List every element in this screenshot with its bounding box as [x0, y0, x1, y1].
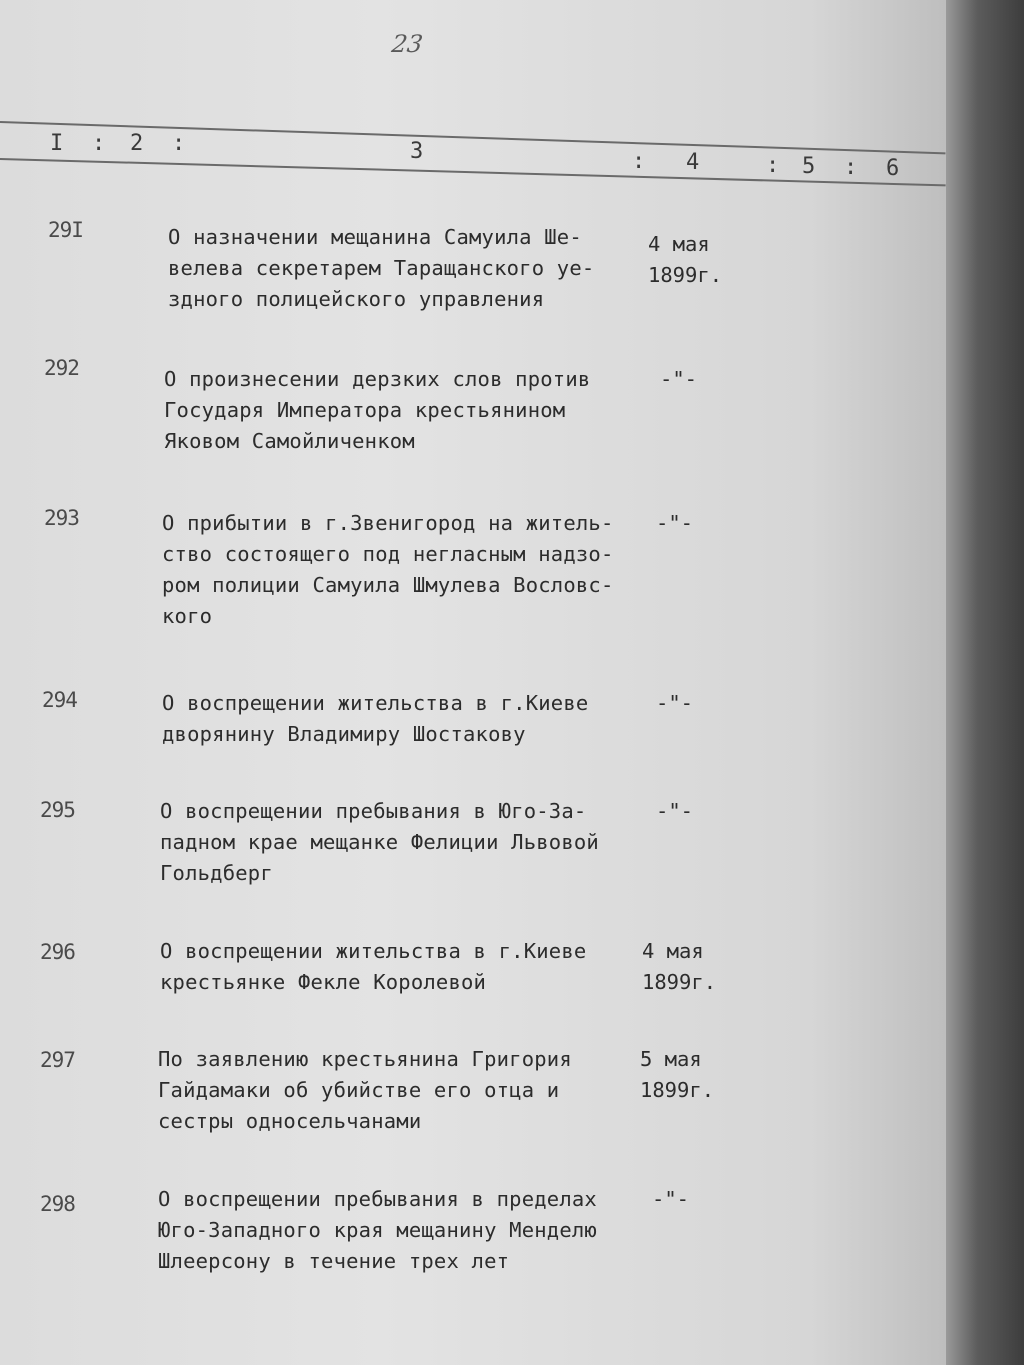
- column-header-5: 5: [802, 154, 816, 179]
- entry-description: О воспрещении жительства в г.Киеве крестьянке Фекле Королевой: [160, 939, 587, 994]
- entry-date: 4 мая 1899г.: [642, 939, 717, 994]
- entry-description: О воспрещении пребывания в Юго-За- падном крае мещанке Фелиции Львовой Гольдберг: [160, 799, 599, 885]
- column-separator: :: [844, 155, 858, 180]
- entry-number: 294: [42, 688, 77, 712]
- entry-number: 296: [40, 940, 75, 964]
- entry-date: 5 мая 1899г.: [640, 1047, 715, 1102]
- entry-date: -"-: [652, 1187, 690, 1211]
- column-separator: :: [92, 131, 106, 156]
- column-separator: :: [172, 131, 186, 156]
- entry-description: О произнесении дерзких слов против Государя Императора крестьянином Яковом Самойличенком: [164, 367, 591, 453]
- entry-description: О воспрещении пребывания в пределах Юго-Западного края мещанину Менделю Шлеерсону в течение трех лет: [158, 1187, 597, 1273]
- column-header-2: 2: [130, 131, 144, 156]
- entry-date: -"-: [660, 367, 698, 391]
- column-separator: :: [632, 149, 646, 174]
- column-header-6: 6: [886, 156, 900, 181]
- entry-number: 297: [40, 1048, 75, 1072]
- column-header-3: 3: [410, 139, 424, 164]
- column-header-1: I: [50, 131, 64, 156]
- entry-number: 298: [40, 1192, 75, 1216]
- binder-edge: [946, 0, 1024, 1365]
- entry-date: 4 мая 1899г.: [648, 232, 723, 287]
- entry-date: -"-: [656, 799, 694, 823]
- entry-description: О воспрещении жительства в г.Киеве дворянину Владимиру Шостакову: [162, 691, 589, 746]
- entry-description: О назначении мещанина Самуила Ше- велева секретарем Таращанского уе- здного полицейского управления: [168, 225, 595, 311]
- entry-number: 295: [40, 798, 75, 822]
- entry-number: 293: [44, 506, 79, 530]
- column-header-4: 4: [686, 150, 700, 175]
- entry-number: 29I: [48, 218, 83, 242]
- entry-date: -"-: [656, 511, 694, 535]
- page-number: 23: [390, 30, 425, 58]
- entry-date: -"-: [656, 691, 694, 715]
- entry-description: О прибытии в г.Звенигород на житель- ство состоящего под негласным надзо- ром полиции Самуила Шмулева Вословс- кого: [162, 511, 614, 628]
- column-separator: :: [766, 153, 780, 178]
- entry-description: По заявлению крестьянина Григория Гайдамаки об убийстве его отца и сестры односельчанами: [158, 1047, 572, 1133]
- entry-number: 292: [44, 356, 79, 380]
